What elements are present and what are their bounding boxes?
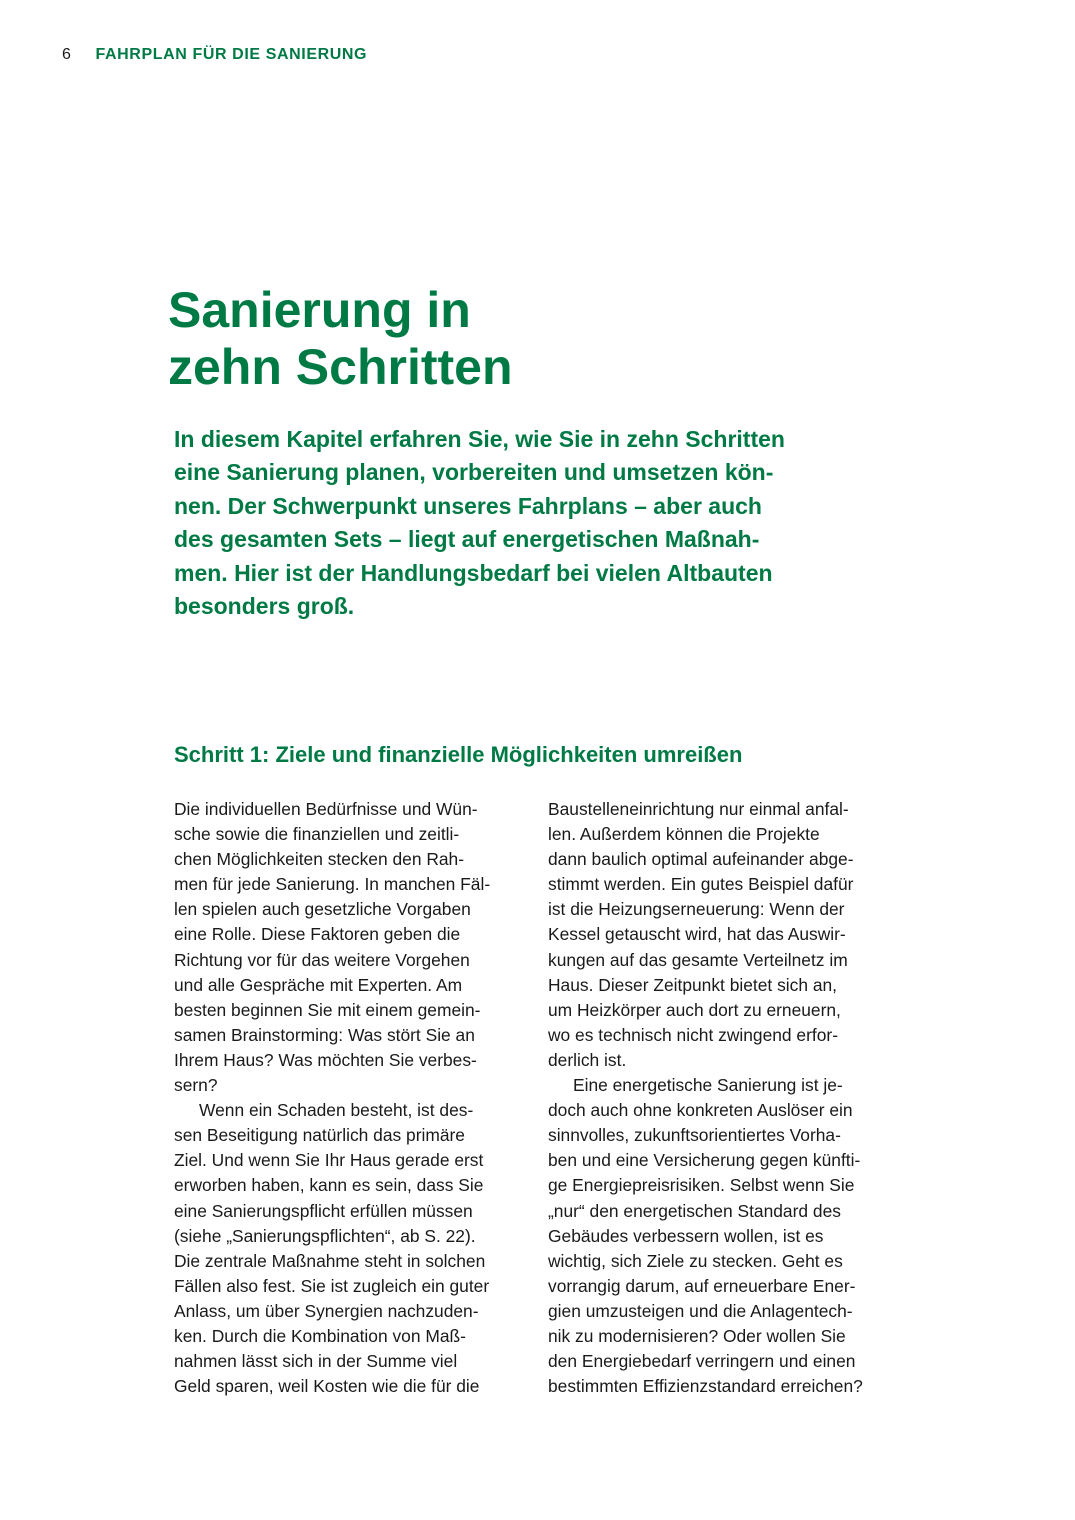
body-text-line: Anlass, um über Synergien nachzuden-: [174, 1300, 479, 1321]
section-heading: Schritt 1: Ziele und finanzielle Möglichkeiten umreißen: [174, 742, 743, 767]
body-text-line: Fällen also fest. Sie ist zugleich ein guter: [174, 1275, 490, 1296]
body-text-line: vorrangig darum, auf erneuerbare Ener-: [548, 1275, 856, 1296]
body-text-line: Die individuellen Bedürfnisse und Wün-: [174, 799, 478, 819]
body-text-line: chen Möglichkeiten stecken den Rah-: [174, 849, 465, 870]
body-text-line: dann baulich optimal aufeinander abge-: [548, 849, 854, 870]
chapter-intro: [174, 423, 834, 623]
body-column-left: [174, 797, 524, 1399]
chapter-title-line: zehn Schritten: [168, 339, 513, 395]
body-text-line: Wenn ein Schaden besteht, ist des-: [199, 1100, 474, 1121]
body-text-line: und alle Gespräche mit Experten. Am: [174, 974, 463, 995]
page-number: 6: [62, 46, 72, 63]
body-text-line: sinnvolles, zukunftsorientiertes Vorha-: [548, 1125, 841, 1146]
body-text-line: Richtung vor für das weitere Vorgehen: [174, 949, 470, 970]
body-text-line: wo es technisch nicht zwingend erfor-: [548, 1024, 838, 1045]
body-text-line: den Energiebedarf verringern und einen: [548, 1351, 856, 1372]
body-text-line: sen Beseitigung natürlich das primäre: [174, 1125, 465, 1146]
body-text-line: len. Außerdem können die Projekte: [548, 824, 820, 845]
body-text-line: sche sowie die finanziellen und zeitli-: [174, 824, 460, 845]
body-text-line: eine Sanierungspflicht erfüllen müssen: [174, 1200, 473, 1221]
body-text-line: nik zu modernisieren? Oder wollen Sie: [548, 1325, 846, 1346]
body-text-line: derlich ist.: [548, 1049, 627, 1070]
intro-line: In diesem Kapitel erfahren Sie, wie Sie in zehn Schritten: [174, 426, 785, 452]
body-text-line: ist die Heizungserneuerung: Wenn der: [548, 899, 845, 920]
body-text-line: erworben haben, kann es sein, dass Sie: [174, 1175, 484, 1196]
body-text-line: Ihrem Haus? Was möchten Sie verbes-: [174, 1049, 477, 1070]
body-text-line: stimmt werden. Ein gutes Beispiel dafür: [548, 874, 854, 895]
body-text-line: Ziel. Und wenn Sie Ihr Haus gerade erst: [174, 1150, 484, 1171]
body-text-line: ken. Durch die Kombination von Maß-: [174, 1325, 466, 1346]
running-title: FAHRPLAN FÜR DIE SANIERUNG: [95, 46, 368, 63]
body-text-line: Die zentrale Maßnahme steht in solchen: [174, 1250, 486, 1271]
body-text-line: Eine energetische Sanierung ist je-: [573, 1075, 843, 1096]
body-text-line: kungen auf das gesamte Verteilnetz im: [548, 949, 848, 970]
body-text-line: (siehe „Sanierungspflichten“, ab S. 22).: [174, 1225, 476, 1246]
body-text-line: samen Brainstorming: Was stört Sie an: [174, 1024, 475, 1045]
body-column-right: [548, 797, 898, 1399]
body-text-line: len spielen auch gesetzliche Vorgaben: [174, 899, 471, 920]
intro-line: besonders groß.: [174, 593, 355, 620]
chapter-title: [168, 282, 768, 396]
intro-line: eine Sanierung planen, vorbereiten und umsetzen kön-: [174, 459, 774, 486]
body-text-line: Gebäudes verbessern wollen, ist es: [548, 1225, 824, 1246]
body-text-line: „nur“ den energetischen Standard des: [548, 1200, 841, 1221]
body-text-line: Geld sparen, weil Kosten wie die für die: [174, 1376, 480, 1397]
body-text-line: eine Rolle. Diese Faktoren geben die: [174, 924, 461, 945]
body-text-line: um Heizkörper auch dort zu erneuern,: [548, 999, 841, 1020]
body-text-line: ben und eine Versicherung gegen künfti-: [548, 1150, 861, 1171]
intro-line: men. Hier ist der Handlungsbedarf bei vielen Altbauten: [174, 559, 773, 586]
body-text-line: nahmen lässt sich in der Summe viel: [174, 1351, 458, 1372]
body-text-line: Kessel getauscht wird, hat das Auswir-: [548, 924, 846, 945]
body-text-line: sern?: [174, 1075, 218, 1096]
intro-line: des gesamten Sets – liegt auf energetischen Maßnah-: [174, 526, 760, 553]
intro-line: nen. Der Schwerpunkt unseres Fahrplans – aber auch: [174, 492, 762, 519]
body-text-line: doch auch ohne konkreten Auslöser ein: [548, 1100, 853, 1121]
body-text-line: bestimmten Effizienzstandard erreichen?: [548, 1376, 863, 1397]
body-text-line: gien umzusteigen und die Anlagentech-: [548, 1300, 853, 1321]
body-text-line: Haus. Dieser Zeitpunkt bietet sich an,: [548, 974, 838, 995]
body-text-line: besten beginnen Sie mit einem gemein-: [174, 999, 481, 1020]
body-text-line: Baustelleneinrichtung nur einmal anfal-: [548, 799, 849, 819]
body-text-line: wichtig, sich Ziele zu stecken. Geht es: [548, 1250, 843, 1271]
running-header: [62, 46, 367, 64]
body-text-line: ge Energiepreisrisiken. Selbst wenn Sie: [548, 1175, 855, 1196]
body-text-line: men für jede Sanierung. In manchen Fäl-: [174, 874, 491, 895]
chapter-title-line: Sanierung in: [168, 282, 471, 338]
